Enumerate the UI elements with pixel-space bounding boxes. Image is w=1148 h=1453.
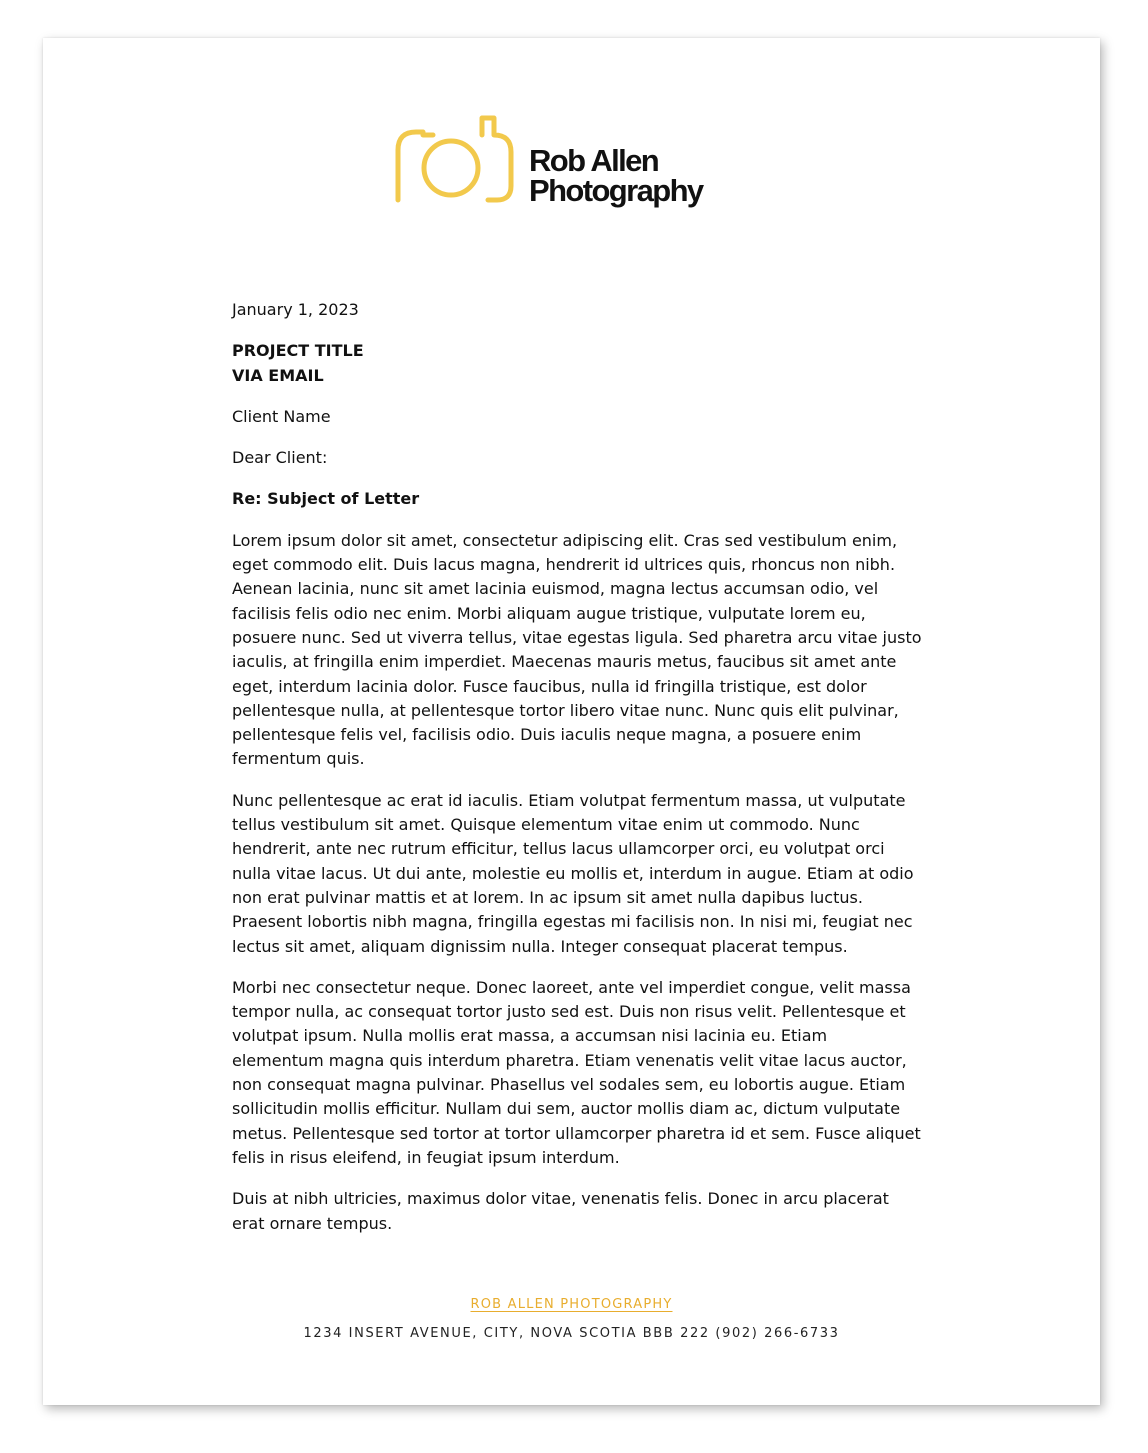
subject-line: Re: Subject of Letter — [232, 489, 420, 509]
salutation: Dear Client: — [232, 448, 328, 468]
body-paragraph: Morbi nec consectetur neque. Donec laoreet, ante vel imperdiet congue, velit massa tempor nulla, ac consequat tortor justo sed est. Duis non risus velit. Pellentesque et volutpat ipsum. Nulla mollis erat massa, a accumsan nisi lacinia eu. Etiam elementum magna quis interdum pharetra. Etiam venenatis velit vitae lacus auctor, non consequat magna pulvinar. Phasellus vel sodales sem, eu lobortis augue. Etiam sollicitudin mollis efficitur. Nullam dui sem, auctor mollis diam ac, dictum vulputate metus. Pellentesque sed tortor at tortor ullamcorper pharetra id et sem. Fusce aliquet felis in risus eleifend, in feugiat ipsum interdum. — [232, 977, 921, 1167]
letter-body — [232, 298, 922, 1253]
logo — [393, 110, 753, 214]
project-block — [232, 339, 922, 388]
brand-line-2: Photography — [529, 173, 703, 208]
client-name: Client Name — [232, 406, 331, 426]
footer-company-link[interactable]: ROB ALLEN PHOTOGRAPHY — [470, 1297, 673, 1312]
camera-outline-icon — [393, 110, 523, 214]
body-paragraph: Nunc pellentesque ac erat id iaculis. Etiam volutpat fermentum massa, ut vulputate tellus vestibulum sit amet. Quisque elementum vitae enim ut commodo. Nunc hendrerit, ante nec rutrum efficitur, tellus lacus ullamcorper orci, eu volutpat orci nulla vitae lacus. Ut dui ante, molestie eu mollis et, interdum in augue. Etiam at odio non erat pulvinar mattis et at lorem. In ac ipsum sit amet nulla dapibus luctus. Praesent lobortis nibh magna, fringilla egestas mi facilisis non. In nisi mi, feugiat nec lectus sit amet, aliquam dignissim nulla. Integer consequat placerat tempus. — [232, 790, 914, 956]
brand-name — [529, 143, 703, 208]
project-title: PROJECT TITLE — [232, 341, 364, 361]
delivery-method: VIA EMAIL — [232, 365, 324, 385]
letter-date: January 1, 2023 — [232, 300, 359, 319]
body-paragraph: Duis at nibh ultricies, maximus dolor vitae, venenatis felis. Donec in arcu placerat erat ornare tempus. — [232, 1189, 889, 1233]
body-paragraph: Lorem ipsum dolor sit amet, consectetur adipiscing elit. Cras sed vestibulum enim, eget commodo elit. Duis lacus magna, hendrerit id ultrices quis, rhoncus non nibh. Aenean lacinia, nunc sit amet lacinia euismod, magna lectus accumsan odio, vel facilisis felis odio nec enim. Morbi aliquam augue tristique, vulputate lorem eu, posuere nunc. Sed ut viverra tellus, vitae egestas ligula. Sed pharetra arcu vitae justo iaculis, at fringilla enim imperdiet. Maecenas mauris metus, faucibus sit amet ante eget, interdum lacinia dolor. Fusce faucibus, nulla id fringilla tristique, est dolor pellentesque nulla, at pellentesque tortor libero vitae nunc. Nunc quis elit pulvinar, pellentesque felis vel, facilisis odio. Duis iaculis neque magna, a posuere enim fermentum quis. — [232, 530, 922, 769]
brand-line-1: Rob Allen — [529, 143, 659, 178]
footer-address: 1234 INSERT AVENUE, CITY, NOVA SCOTIA BBB 222 (902) 266-6733 — [303, 1326, 840, 1341]
letter-page — [43, 38, 1100, 1405]
